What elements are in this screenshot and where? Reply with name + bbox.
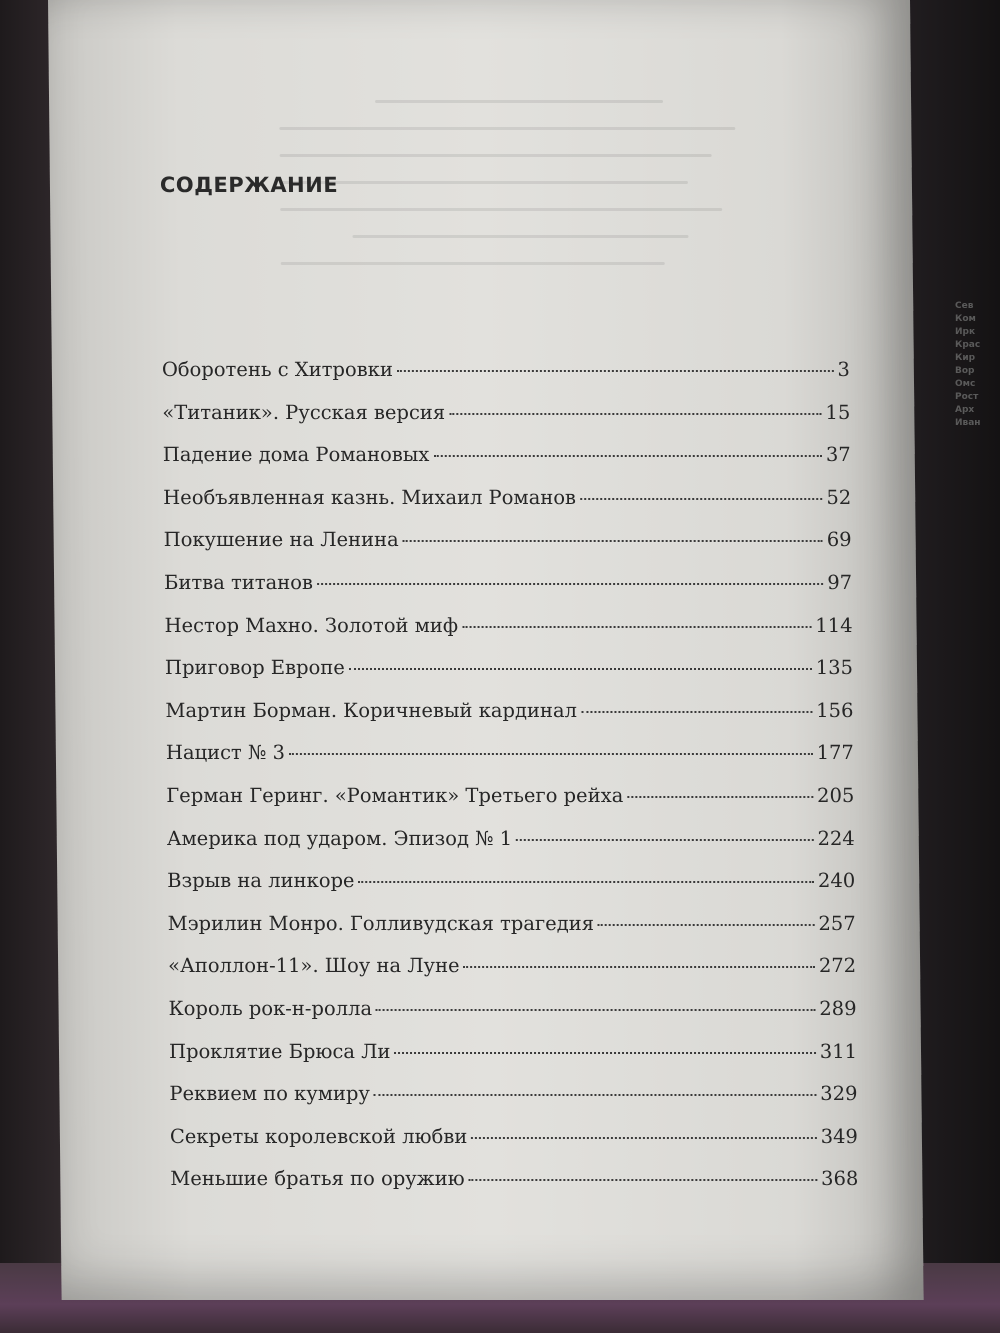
- dot-leader: [403, 540, 823, 542]
- toc-entry-title: Мартин Борман. Коричневый кардинал: [165, 698, 578, 722]
- toc-entry-title: «Аполлон-11». Шоу на Луне: [167, 954, 460, 978]
- toc-entry-title: «Титаник». Русская версия: [162, 400, 446, 424]
- toc-entry-title: Секреты королевской любви: [169, 1124, 468, 1148]
- toc-entry-page-number: 329: [820, 1082, 858, 1106]
- toc-entry-page-number: 97: [827, 570, 853, 594]
- toc-entry-title: Взрыв на линкоре: [167, 869, 355, 893]
- toc-entry-page-number: 205: [816, 783, 855, 807]
- toc-entry-page-number: 272: [818, 954, 857, 978]
- toc-entry-page-number: 311: [819, 1039, 858, 1063]
- adjacent-page-line: Ирк: [955, 327, 976, 337]
- adjacent-page-line: Крас: [955, 340, 981, 350]
- toc-entry: [164, 571, 852, 614]
- toc-entry: [170, 1125, 858, 1168]
- toc-entry: [165, 699, 853, 742]
- adjacent-page-line: Рост: [955, 392, 979, 402]
- toc-entry-title: Реквием по кумиру: [169, 1082, 371, 1106]
- dot-leader: [449, 413, 821, 415]
- dot-leader: [349, 668, 812, 670]
- toc-entry-title: Необъявленная казнь. Михаил Романов: [163, 485, 577, 509]
- toc-entry: [164, 528, 852, 571]
- adjacent-page-fragment: [955, 300, 1000, 470]
- toc-entry-page-number: 114: [815, 613, 853, 637]
- dot-leader: [397, 370, 834, 372]
- adjacent-page-line: Ком: [955, 314, 976, 324]
- toc-entry-page-number: 52: [826, 485, 852, 509]
- dot-leader: [376, 1009, 815, 1011]
- toc-entry-page-number: 240: [817, 869, 856, 893]
- toc-entry: [163, 486, 851, 529]
- dot-leader: [464, 966, 815, 968]
- toc-entry-title: Битва титанов: [163, 570, 314, 594]
- toc-entry: [162, 401, 850, 444]
- toc-entry-title: Америка под ударом. Эпизод № 1: [166, 826, 513, 850]
- dot-leader: [289, 753, 813, 755]
- dot-leader: [469, 1179, 818, 1181]
- toc-entry-page-number: 135: [815, 656, 854, 680]
- toc-entry-title: Герман Геринг. «Романтик» Третьего рейха: [166, 783, 624, 807]
- toc-entry-page-number: 69: [826, 528, 852, 552]
- toc-entry: [164, 614, 852, 657]
- toc-entry-page-number: 15: [825, 400, 851, 424]
- page-title: СОДЕРЖАНИЕ: [159, 173, 339, 197]
- toc-entry-page-number: 37: [825, 443, 851, 467]
- toc-entry-title: Король рок-н-ролла: [168, 996, 373, 1020]
- toc-entry: [169, 1040, 857, 1083]
- adjacent-page-line: Арх: [955, 405, 975, 415]
- toc-entry: [166, 741, 854, 784]
- adjacent-page-line: Иван: [955, 418, 981, 428]
- toc-entry-page-number: 156: [816, 698, 854, 722]
- toc-entry-title: Проклятие Брюса Ли: [168, 1039, 391, 1063]
- dot-leader: [516, 839, 813, 841]
- toc-entry: [168, 954, 856, 997]
- toc-entry-title: Мэрилин Монро. Голливудская трагедия: [167, 911, 595, 935]
- toc-entry-page-number: 3: [837, 358, 850, 381]
- toc-entry-title: Нестор Махно. Золотой миф: [164, 613, 459, 637]
- dot-leader: [359, 881, 814, 883]
- toc-entry-title: Нацист № 3: [165, 741, 286, 765]
- toc-entry-page-number: 177: [816, 741, 855, 765]
- dot-leader: [394, 1052, 815, 1054]
- dot-leader: [317, 583, 823, 585]
- toc-entry: [163, 443, 851, 486]
- dot-leader: [471, 1137, 816, 1139]
- dot-leader: [462, 626, 811, 628]
- dot-leader: [580, 498, 822, 500]
- adjacent-page-line: Вор: [955, 366, 975, 376]
- toc-entry: [162, 358, 850, 401]
- toc-entry-title: Приговор Европе: [164, 656, 345, 680]
- dot-leader: [598, 924, 814, 926]
- show-through-text: [279, 100, 761, 330]
- toc-entry: [167, 827, 855, 870]
- toc-entry: [168, 997, 856, 1040]
- adjacent-page-line: Омс: [955, 379, 976, 389]
- table-of-contents: [162, 358, 859, 1210]
- toc-entry: [165, 656, 853, 699]
- toc-entry: [170, 1167, 858, 1210]
- adjacent-page-line: Сев: [955, 301, 974, 311]
- dot-leader: [433, 455, 822, 457]
- toc-entry-title: Оборотень с Хитровки: [161, 358, 394, 381]
- dot-leader: [627, 796, 813, 798]
- toc-entry-title: Покушение на Ленина: [163, 528, 399, 552]
- book-page: [48, 0, 924, 1300]
- toc-entry-title: Меньшие братья по оружию: [170, 1167, 465, 1191]
- toc-entry-title: Падение дома Романовых: [162, 443, 430, 467]
- toc-entry: [166, 784, 854, 827]
- toc-entry: [168, 912, 856, 955]
- dot-leader: [374, 1094, 816, 1096]
- toc-entry-page-number: 349: [820, 1124, 859, 1148]
- adjacent-page-line: Кир: [955, 353, 976, 363]
- toc-entry-page-number: 289: [819, 996, 857, 1020]
- toc-entry-page-number: 257: [818, 911, 856, 935]
- toc-entry: [167, 869, 855, 912]
- toc-entry: [169, 1082, 857, 1125]
- dot-leader: [581, 711, 812, 713]
- toc-entry-page-number: 368: [820, 1167, 859, 1191]
- toc-entry-page-number: 224: [817, 826, 855, 850]
